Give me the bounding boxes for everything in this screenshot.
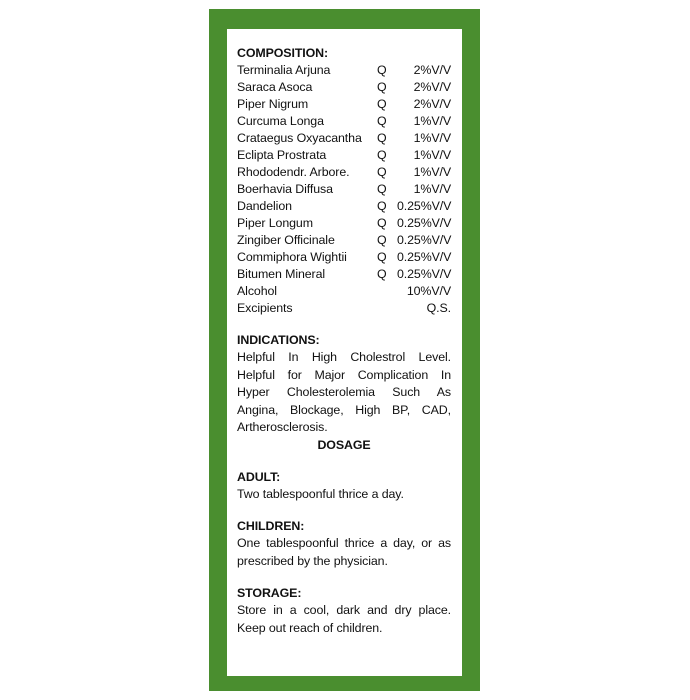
children-line: One tablespoonful thrice a day, or as: [237, 536, 451, 550]
indications-line: Helpful In High Cholestrol Level.: [237, 350, 451, 364]
ingredient-potency: Q: [377, 182, 387, 196]
composition-row: [237, 147, 451, 164]
ingredient-potency: Q: [377, 97, 387, 111]
ingredient-name: Boerhavia Diffusa: [237, 182, 333, 196]
indications-line: Helpful for Major Complication In: [237, 367, 451, 382]
ingredient-potency: Q: [377, 63, 387, 77]
storage-line: Keep out reach of children.: [237, 620, 383, 635]
composition-row: [237, 215, 451, 232]
composition-row: [237, 62, 451, 79]
ingredient-amount: 10%V/V: [406, 284, 451, 298]
indications-heading: INDICATIONS:: [237, 333, 320, 347]
composition-row: [237, 130, 451, 147]
ingredient-potency: Q: [377, 233, 387, 247]
composition-heading: COMPOSITION:: [237, 46, 329, 60]
ingredient-potency: Q: [377, 114, 387, 128]
ingredient-potency: Q: [377, 131, 387, 145]
indications-text: [237, 349, 451, 437]
ingredient-name: Bitumen Mineral: [237, 267, 326, 281]
ingredient-name: Piper Longum: [237, 216, 313, 230]
ingredient-amount: 1%V/V: [413, 182, 451, 196]
ingredient-amount: 1%V/V: [413, 148, 451, 162]
composition-row: [237, 164, 451, 181]
storage-heading: STORAGE:: [237, 586, 302, 600]
composition-row: [237, 300, 451, 317]
ingredient-amount: 2%V/V: [413, 63, 451, 77]
indications-line: Hyper Cholesterolemia Such As: [237, 385, 451, 399]
ingredient-name: Dandelion: [237, 199, 292, 213]
ingredient-name: Saraca Asoca: [237, 80, 313, 94]
storage-line: Store in a cool, dark and dry place.: [237, 603, 451, 617]
ingredient-amount: 0.25%V/V: [397, 216, 452, 230]
composition-row: [237, 232, 451, 249]
children-text: [237, 535, 451, 570]
adult-line: Two tablespoonful thrice a day.: [237, 486, 404, 501]
ingredient-amount: 1%V/V: [413, 165, 451, 179]
label-border: [209, 9, 480, 691]
ingredient-potency: Q: [377, 199, 387, 213]
ingredient-potency: Q: [377, 250, 387, 264]
composition-row: [237, 198, 451, 215]
ingredient-amount: 0.25%V/V: [397, 267, 452, 281]
storage-text: [237, 602, 451, 637]
adult-text: [237, 486, 451, 504]
ingredient-name: Terminalia Arjuna: [237, 63, 331, 77]
dosage-heading: DOSAGE: [317, 437, 371, 452]
ingredient-potency: Q: [377, 165, 387, 179]
ingredient-potency: [377, 283, 397, 300]
composition-row: [237, 249, 451, 266]
ingredient-name: Eclipta Prostrata: [237, 148, 327, 162]
indications-line: Angina, Blockage, High BP, CAD,: [237, 402, 451, 417]
composition-row: [237, 283, 451, 300]
ingredient-amount: 1%V/V: [413, 131, 451, 145]
ingredient-name: Excipients: [237, 301, 293, 315]
indications-line: Artherosclerosis.: [237, 420, 328, 434]
label-content: [237, 45, 451, 637]
ingredient-amount: 2%V/V: [413, 97, 451, 111]
ingredient-amount: Q.S.: [426, 301, 451, 315]
ingredient-potency: [377, 300, 397, 317]
composition-row: [237, 181, 451, 198]
composition-row: [237, 96, 451, 113]
ingredient-name: Zingiber Officinale: [237, 233, 335, 247]
ingredient-amount: 0.25%V/V: [397, 233, 452, 247]
label-panel: [227, 29, 462, 676]
ingredient-name: Piper Nigrum: [237, 97, 309, 111]
ingredient-name: Crataegus Oxyacantha: [237, 131, 362, 145]
ingredient-name: Rhododendr. Arbore.: [237, 165, 350, 179]
composition-row: [237, 266, 451, 283]
children-line: prescribed by the physician.: [237, 553, 388, 568]
ingredient-potency: Q: [377, 216, 387, 230]
ingredient-amount: 2%V/V: [413, 80, 451, 94]
ingredient-amount: 0.25%V/V: [397, 250, 452, 264]
children-heading: CHILDREN:: [237, 519, 305, 533]
ingredient-amount: 0.25%V/V: [397, 199, 452, 213]
composition-row: [237, 79, 451, 96]
ingredient-potency: Q: [377, 267, 387, 281]
ingredient-potency: Q: [377, 148, 387, 162]
composition-row: [237, 113, 451, 130]
ingredient-name: Alcohol: [237, 284, 277, 298]
ingredient-potency: Q: [377, 80, 387, 94]
adult-heading: ADULT:: [237, 469, 281, 484]
composition-list: [237, 62, 451, 317]
ingredient-name: Commiphora Wightii: [237, 250, 347, 264]
ingredient-amount: 1%V/V: [413, 114, 451, 128]
ingredient-name: Curcuma Longa: [237, 114, 324, 128]
